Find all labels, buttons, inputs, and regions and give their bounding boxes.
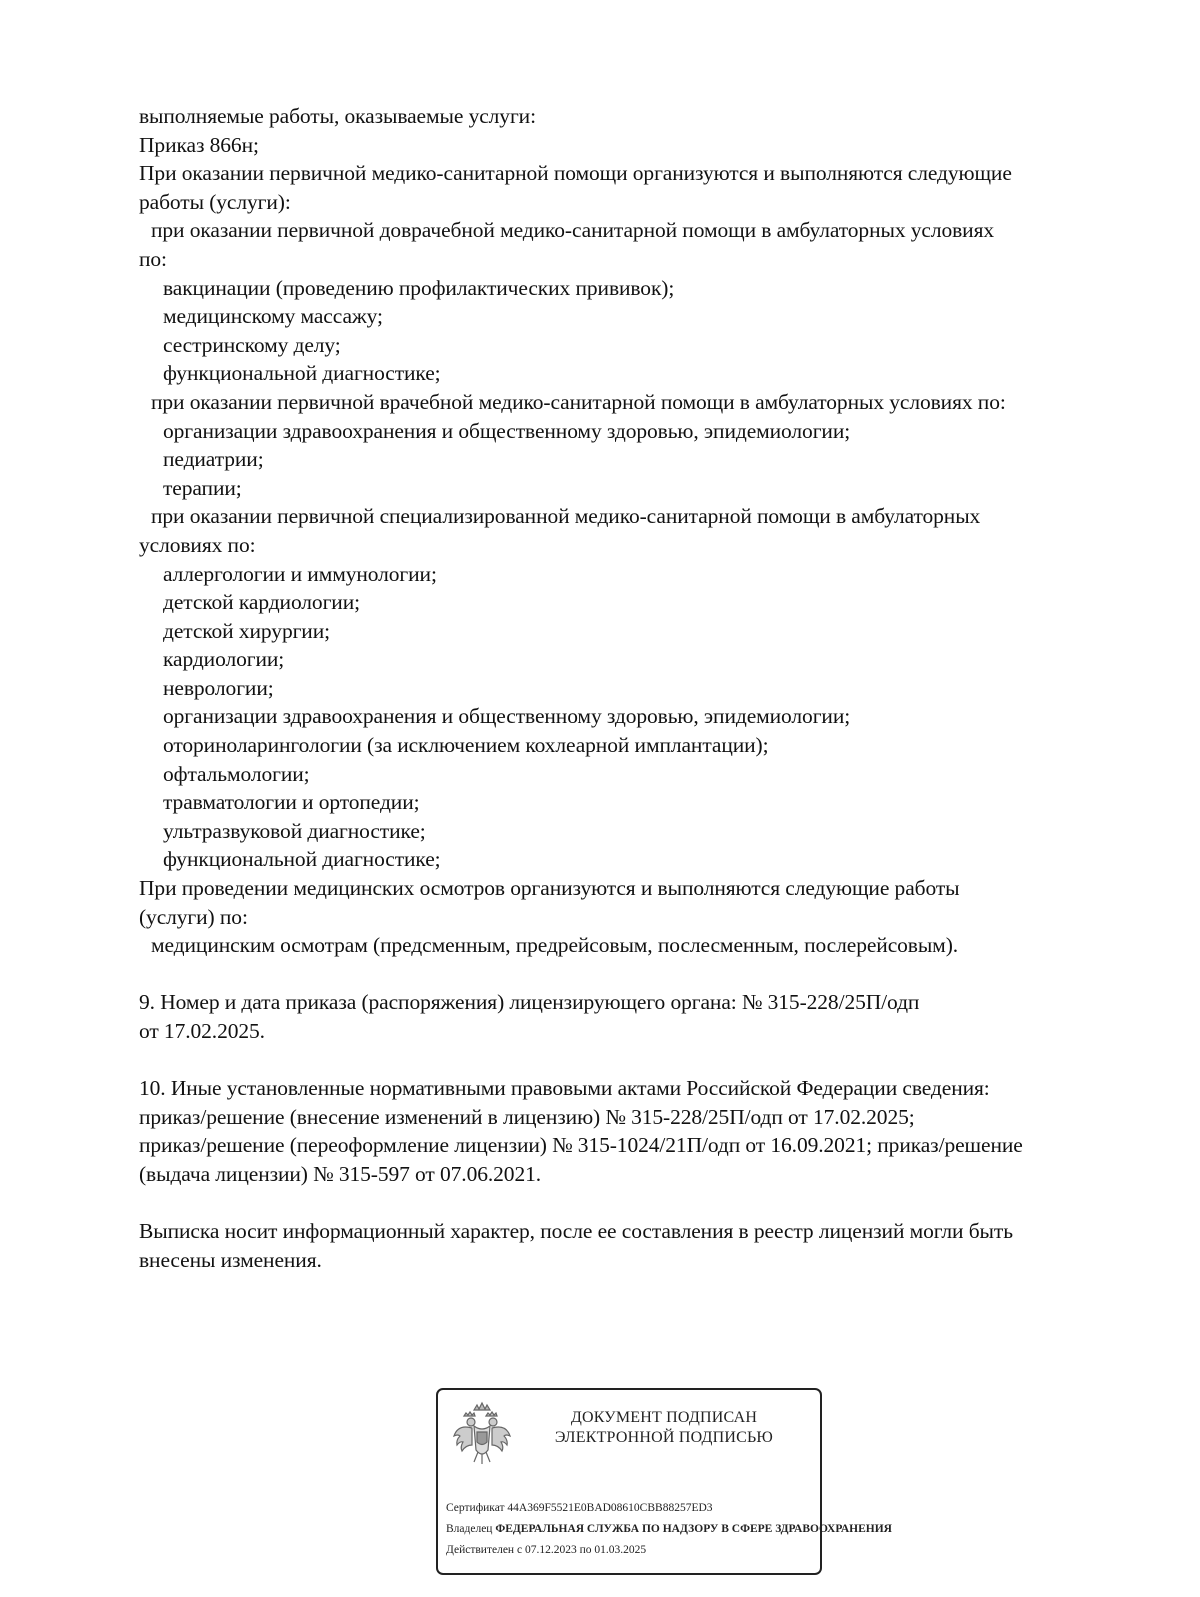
blank-line [139, 960, 1139, 989]
document-line: При проведении медицинских осмотров организуются и выполняются следующие работы [139, 876, 960, 901]
document-line: ультразвуковой диагностике; [163, 818, 426, 843]
document-line: Выписка носит информационный характер, после ее составления в реестр лицензий могли быть [139, 1219, 1013, 1244]
document-line: кардиологии; [163, 647, 285, 672]
document-line: 10. Иные установленные нормативными правовыми актами Российской Федерации сведения: [139, 1076, 990, 1101]
blank-line [139, 1189, 1139, 1218]
document-line: организации здравоохранения и общественному здоровью, эпидемиологии; [163, 418, 851, 443]
stamp-title-line2: ЭЛЕКТРОННОЙ ПОДПИСЬЮ [554, 1429, 774, 1446]
document-line: 9. Номер и дата приказа (распоряжения) лицензирующего органа: № 315-228/25П/одп [139, 990, 920, 1015]
document-line: детской хирургии; [163, 618, 330, 643]
document-line: выполняемые работы, оказываемые услуги: [139, 104, 536, 128]
stamp-owner [446, 1519, 892, 1540]
document-line: при оказании первичной специализированной медико-санитарной помощи в амбулаторных [151, 504, 981, 529]
document-body [139, 102, 1139, 1274]
owner-label: Владелец [446, 1523, 493, 1535]
document-line: функциональной диагностике; [163, 361, 441, 386]
document-line: детской кардиологии; [163, 590, 360, 615]
document-line: медицинским осмотрам (предсменным, предрейсовым, послесменным, послерейсовым). [151, 933, 959, 958]
document-line: по: [139, 246, 167, 271]
document-line: При оказании первичной медико-санитарной помощи организуются и выполняются следующие [139, 161, 1012, 186]
russian-coat-of-arms-icon [450, 1400, 514, 1468]
stamp-certificate [446, 1498, 846, 1519]
blank-line [139, 1046, 1139, 1075]
document-line: функциональной диагностике; [163, 847, 441, 872]
document-line: условиях по: [139, 532, 256, 557]
stamp-info [446, 1498, 892, 1561]
document-line: педиатрии; [163, 447, 264, 472]
document-line: при оказании первичной доврачебной медико-санитарной помощи в амбулаторных условиях [151, 218, 995, 243]
owner-value: ФЕДЕРАЛЬНАЯ СЛУЖБА ПО НАДЗОРУ В СФЕРЕ ЗДРАВООХРАНЕНИЯ [495, 1523, 892, 1535]
document-line: работы (услуги): [139, 189, 291, 214]
stamp-title [524, 1408, 804, 1448]
document-line: внесены изменения. [139, 1247, 322, 1272]
document-line: приказ/решение (внесение изменений в лицензию) № 315-228/25П/одп от 17.02.2025; [139, 1104, 915, 1129]
document-line: вакцинации (проведению профилактических прививок); [163, 275, 675, 300]
certificate-label: Сертификат [446, 1502, 505, 1514]
document-line: (выдача лицензии) № 315-597 от 07.06.2021. [139, 1161, 542, 1186]
document-line: оториноларингологии (за исключением кохлеарной имплантации); [163, 733, 769, 758]
document-line: неврологии; [163, 675, 274, 700]
document-line: сестринскому делу; [163, 332, 341, 357]
document-line: Приказ 866н; [139, 132, 259, 157]
document-line: приказ/решение (переоформление лицензии) № 315-1024/21П/одп от 16.09.2021; приказ/решение [139, 1133, 1023, 1158]
document-line: офтальмологии; [163, 761, 310, 786]
document-line: медицинскому массажу; [163, 304, 383, 329]
electronic-signature-stamp [436, 1388, 892, 1575]
document-line: травматологии и ортопедии; [163, 790, 420, 815]
document-line: от 17.02.2025. [139, 1019, 265, 1043]
document-line: терапии; [163, 475, 242, 500]
stamp-title-line1: ДОКУМЕНТ ПОДПИСАН [570, 1409, 758, 1426]
certificate-value: 44A369F5521E0BAD08610CBB88257ED3 [507, 1502, 713, 1514]
document-line: организации здравоохранения и общественному здоровью, эпидемиологии; [163, 704, 851, 729]
document-line: при оказании первичной врачебной медико-санитарной помощи в амбулаторных условиях по: [151, 389, 1006, 414]
document-line: (услуги) по: [139, 904, 248, 929]
stamp-validity: Действителен с 07.12.2023 по 01.03.2025 [446, 1544, 647, 1556]
document-line: аллергологии и иммунологии; [163, 561, 437, 586]
